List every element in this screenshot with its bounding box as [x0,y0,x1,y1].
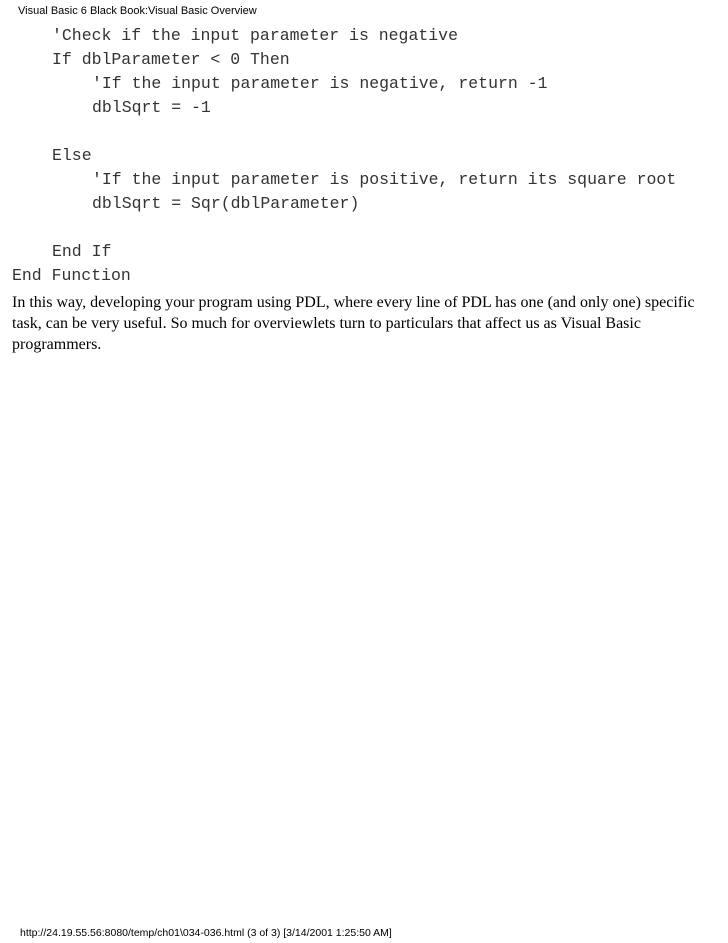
code-line: dblSqrt = Sqr(dblParameter) [92,194,360,213]
code-line: 'Check if the input parameter is negative [52,26,458,45]
code-line: 'If the input parameter is positive, return its square root [92,170,677,189]
code-line: Else [52,146,92,165]
code-blank-line [12,216,676,240]
page-footer-url: http://24.19.55.56:8080/temp/ch01\034-036.html (3 of 3) [3/14/2001 1:25:50 AM] [20,927,392,939]
code-line: End If [52,242,112,261]
code-line: 'If the input parameter is negative, return -1 [92,74,548,93]
code-line: dblSqrt = -1 [92,98,211,117]
page-header-title: Visual Basic 6 Black Book:Visual Basic Overview [18,5,257,17]
code-blank-line [12,120,676,144]
code-listing [12,24,676,288]
code-line: If dblParameter < 0 Then [52,50,290,69]
body-paragraph: In this way, developing your program using PDL, where every line of PDL has one (and only one) specific task, can be very useful. So much for overviewlets turn to particulars that affect us as Visual Basic programmers. [12,294,695,353]
code-line: End Function [12,266,131,285]
